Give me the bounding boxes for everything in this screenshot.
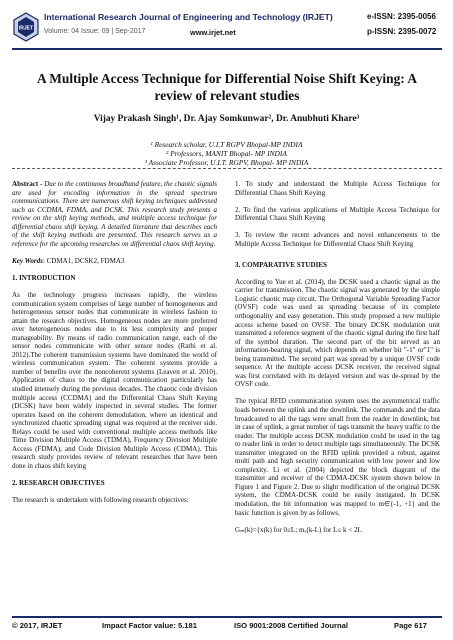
right-column [235,180,440,543]
intro-heading: 1. INTRODUCTION [12,273,76,282]
objective-item: 3. To review the recent advances and novel enhancements to the Multiple Access Technique for Differential Chaos Shift Keying [235,231,440,248]
objective-item: 2. To find the various applications of Multiple Access Technique for Differential Chaos Shift Keying [235,205,440,223]
comparative-heading: 3. COMPARATIVE STUDIES [235,260,327,269]
keywords [12,257,217,266]
journal-name: International Research Journal of Engineering and Technology (IRJET) [44,12,333,22]
volume-issue: Volume: 04 Issue: 09 | Sep-2017 [44,28,146,35]
footer-copyright: © 2017, IRJET [12,621,63,630]
objectives-intro: The research is undertaken with following research objectives: [12,496,189,504]
affiliation-3: ³ Associate Professor, U.I.T. RGPV, Bhopal- MP INDIA [144,158,309,167]
header-rule [12,48,442,50]
issn-online: e-ISSN: 2395-0056 [367,12,436,21]
journal-header [12,10,442,46]
objectives-heading: 2. RESEARCH OBJECTIVES [12,478,105,487]
irjet-logo-icon [12,12,40,42]
abstract-label: Abstract - [12,180,43,188]
affiliation-2: ² Professors, MANIT Bhopal- MP INDIA [166,149,287,158]
footer-iso: ISO 9001:2008 Certified Journal [234,621,348,630]
objective-item: 1. To study and understand the Multiple Access Technique for Differential Chaos Shift Keying [235,180,440,197]
formula: Gₘ(k)={x(k) for 0≤L; mₓ(k-L) for L≤ k < 2L [235,525,362,534]
left-column [12,180,217,513]
issn-print: p-ISSN: 2395-0072 [367,27,437,36]
section-separator [12,168,442,174]
abstract [12,180,217,248]
paper-title: A Multiple Access Technique for Differential Noise Shift Keying: A review of relevant studies [36,71,417,103]
intro-text: As the technology progress increases rapidly, the wireless communication system comprises of large number of homogeneous and heterogeneous sensor nodes that communicate in wireless fashion to attain the research objectives. Homogeneous nodes are more preferred over heterogeneous nodes due to its less complexity and proper manageability. By means of radio communication range, each of the sensor nodes communicate with other sensor nodes (Rathi et al. 2012).The coherent transmission systems have dominated the world of wireless communication system. The coherent systems provide a number of benefits over the noncoherent systems (Leaven et al. 2010). Application of chaos to the digital communication particularly has studied intensely during the previous decades. The chaotic code division multiple access (CCDMA) and the Differential Chaos Shift Keying (DCSK) have been widely inspected in several studies. The former operates based on the coherent demodulation, where an identical and synchronized chaotic spreading signal was required at the receiver side. Relays could be used with conventional multiple access methods like Time Division Multiple Access (TDMA), Frequency Division Multiple Access (FDMA), and Code Division Multiple Access (CDMA). This research study provides review of relevant researches that have been done in chaos shift keying [12,290,217,470]
footer-rule [12,616,442,618]
footer-impact: Impact Factor value: 5.181 [102,621,197,630]
website-link[interactable]: www.irjet.net [190,28,236,37]
keywords-text: : CDMA1, DCSK2, FDMA3 [42,256,125,265]
comparative-para-1: According to Yue et al. (2014), the DCSK used a chaotic signal as the carrier for transmission. The chaotic signal was generated by the simple Logistic chaotic map circuit. The Orthogonal Variable Spreading Factor (OVSF) code was used as spreading because of its complete orthogonality and easy generation. This study proposed a new multiple access scheme based on OVSF. The binary DCSK modulation unit transmitted a reference segment of the chaotic signal during the first half of the symbol duration. The second part of the bit served as an information-bearing signal, which depends on whether bit "-1" or"1" is being transmitted. The second part was spread by a unique OVSF code sequence. At the multiple access DCSK receiver, the received signal was first correlated with its delayed version and was de-spread by the OVSF code. [235,277,440,389]
logo-text: IRJET [18,25,34,32]
abstract-text: Due to the continuous broadband feature, the chaotic signals are used for encoding information in the spread spectrum communications. There are numerous shift keying techniques addressed such as CCDMA, FDMA, and DCSK. This research study presents a review on the shift keying methods, and multiple access technique for differential chaos shift keying. A detailed literature that describes each of the shift keying methods are presented. This research serves as a reference for the upcoming researches on differential chaos shift keying. [12,180,217,248]
comparative-para-2: The typical RFID communication system uses the asymmetrical traffic loads between the uplink and the downlink. The commands and the data broadcasted to all the tags were small from the reader in downlink, but in case of uplink, a great number of tags transmit the heavy traffic to the reader. The multiple access DCSK modulation could be used in the tag to reader link in order to detect multiple tags simultaneously. The DCSK transmitter integrated on the RFID uplink provided a robust, against multi path and high security communication with low power and low complexity. Li et al. (2004) depicted the block diagram of the transmitter and receiver of the CDMA-DCSK system shown below in Figure 1 and Figure 2. Due to slight modification of the original DCSK system, the CDMA-DCSK could be easily instigated. In DCSK modulation, the bit information was mapped to m∈{-1, +1} and the basic function is given by as follows, [235,397,440,517]
keywords-label: Key Words [12,256,43,265]
affiliation-1: ¹ Research scholar, U.I.T RGPV Bhopal-MP INDIA [150,140,303,149]
paper-authors: Vijay Prakash Singh¹, Dr. Ajay Somkunwar², Dr. Anubhuti Khare³ [93,114,360,124]
footer-page: Page 617 [394,621,427,630]
